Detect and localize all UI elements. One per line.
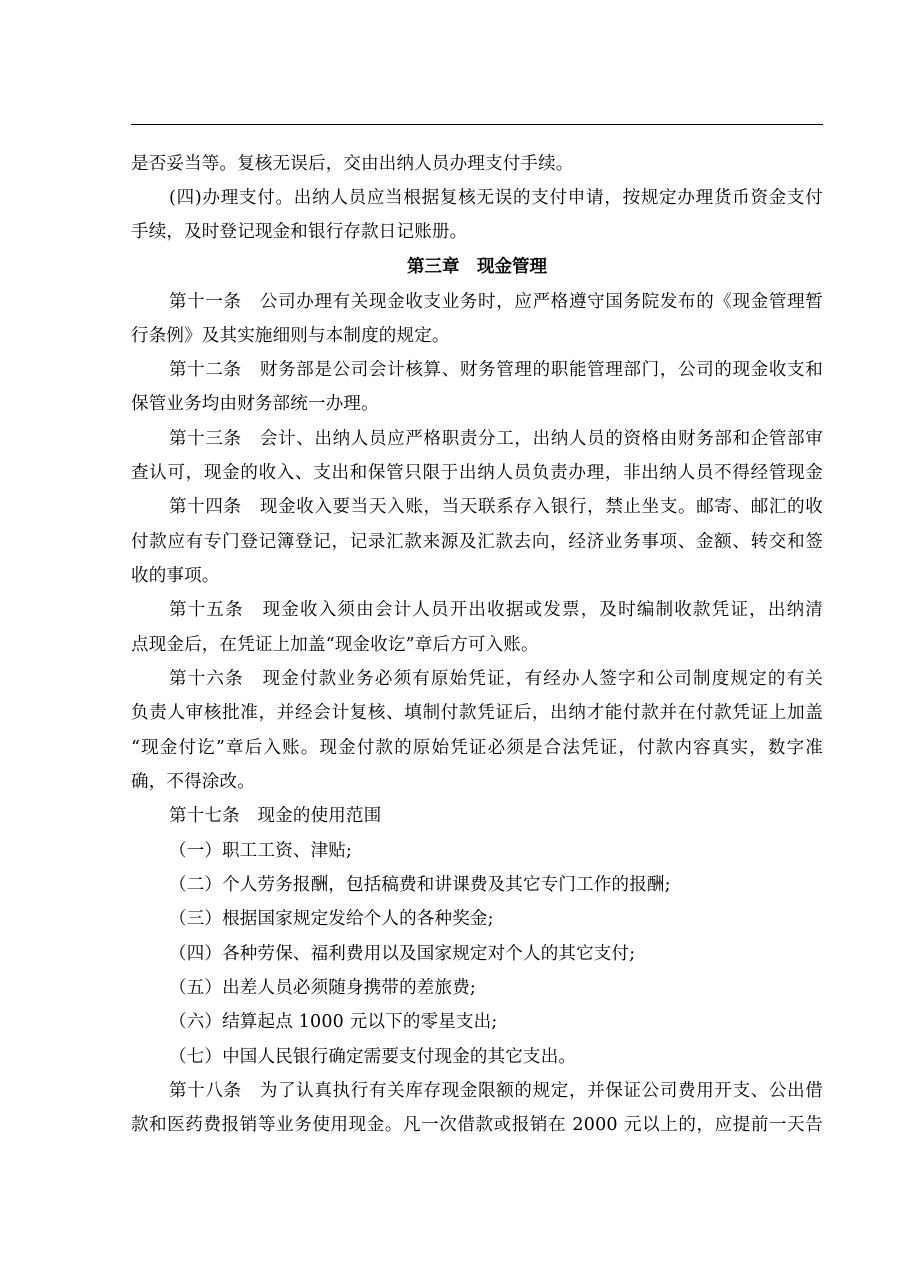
text-line: 第十一条 公司办理有关现金收支业务时，应严格遵守国务院发布的《现金管理暂 [169,292,823,312]
text-line: 行条例》及其实施细则与本制度的规定。 [131,326,450,346]
text-line: 点现金后，在凭证上加盖“现金收讫”章后方可入账。 [131,635,539,655]
chapter-heading: 第三章 现金管理 [407,257,547,277]
list-item: （六）结算起点 1000 元以下的零星支出; [169,1012,498,1032]
text-line: (四)办理支付。出纳人员应当根据复核无误的支付申请，按规定办理货币资金支付 [169,188,823,208]
header-rule [131,124,823,125]
list-item: （二）个人劳务报酬，包括稿费和讲课费及其它专门工作的报酬; [169,875,671,895]
text-line: 第十四条 现金收入要当天入账，当天联系存入银行，禁止坐支。邮寄、邮汇的收 [169,497,823,517]
text-line: 保管业务均由财务部统一办理。 [131,394,379,414]
text-line: 第十二条 财务部是公司会计核算、财务管理的职能管理部门，公司的现金收支和 [169,360,823,380]
text-line: 负责人审核批准，并经会计复核、填制付款凭证后，出纳才能付款并在付款凭证上加盖 [131,703,823,723]
text-line: 第十八条 为了认真执行有关库存现金限额的规定，并保证公司费用开支、公出借 [169,1081,823,1101]
text-line: 是否妥当等。复核无误后，交由出纳人员办理支付手续。 [131,154,574,174]
text-line: 确，不得涂改。 [131,772,255,792]
list-item: （三）根据国家规定发给个人的各种奖金; [169,909,494,929]
list-item: （五）出差人员必须随身携带的差旅费; [169,978,476,998]
list-item: （一）职工工资、津贴; [169,841,353,861]
text-line: 查认可，现金的收入、支出和保管只限于出纳人员负责办理，非出纳人员不得经管现金 [131,463,823,483]
text-line: 手续，及时登记现金和银行存款日记账册。 [131,222,468,242]
text-line: “现金付讫”章后入账。现金付款的原始凭证必须是合法凭证，付款内容真实，数字准 [131,738,823,758]
text-line: 第十三条 会计、出纳人员应严格职责分工，出纳人员的资格由财务部和企管部审 [169,429,823,449]
text-line: 第十七条 现金的使用范围 [169,806,382,826]
text-line: 第十六条 现金付款业务必须有原始凭证，有经办人签字和公司制度规定的有关 [169,669,823,689]
text-line: 付款应有专门登记簿登记，记录汇款来源及汇款去向，经济业务事项、金额、转交和签 [131,532,823,552]
text-line: 款和医药费报销等业务使用现金。凡一次借款或报销在 2000 元以上的，应提前一天告 [131,1115,823,1135]
list-item: （七）中国人民银行确定需要支付现金的其它支出。 [169,1047,577,1067]
text-line: 收的事项。 [131,566,220,586]
text-line: 第十五条 现金收入须由会计人员开出收据或发票，及时编制收款凭证，出纳清 [169,600,823,620]
list-item: （四）各种劳保、福利费用以及国家规定对个人的其它支付; [169,944,636,964]
